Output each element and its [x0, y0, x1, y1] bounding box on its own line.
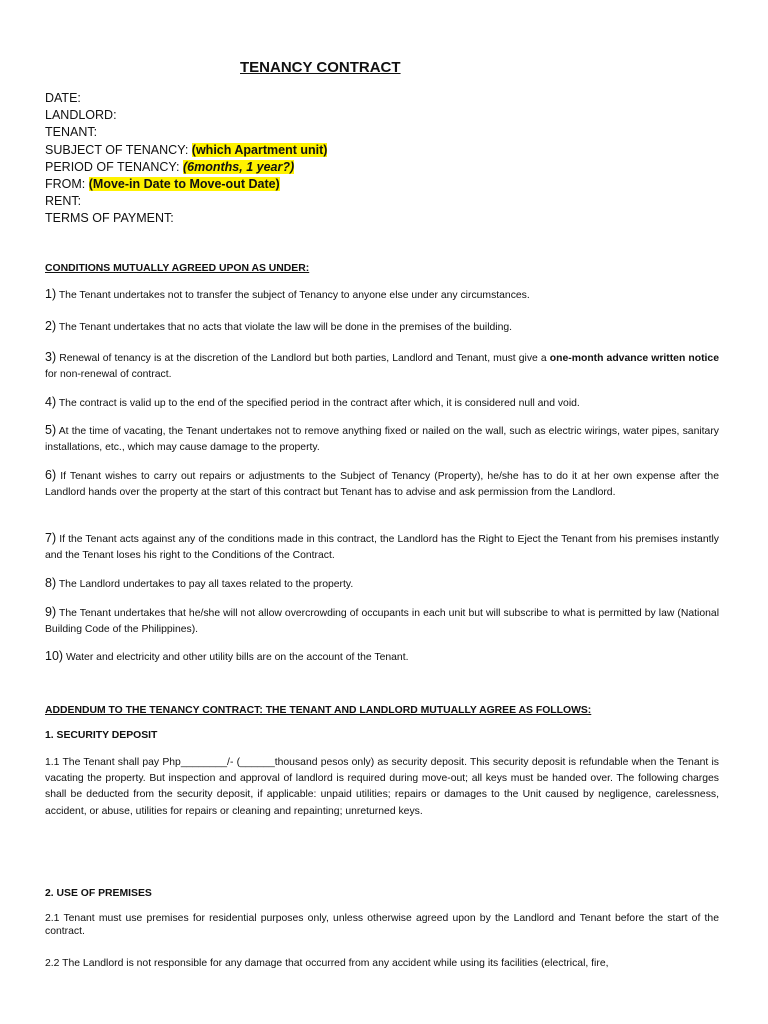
contract-header [45, 90, 327, 228]
terms-field: TERMS OF PAYMENT: [45, 211, 174, 226]
condition-item-3: 3) Renewal of tenancy is at the discretion of the Landlord but both parties, Landlord and Tenant, must give a one-month advance written notice for non-renewal of contract. [45, 350, 719, 381]
use-of-premises-2-2: 2.2 The Landlord is not responsible for any damage that occurred from any accident while using its facilities (electrical, fire, [45, 958, 609, 969]
from-value: (Move-in Date to Move-out Date) [88, 177, 280, 192]
landlord-field: LANDLORD: [45, 108, 117, 123]
condition-item-1: 1) The Tenant undertakes not to transfer the subject of Tenancy to anyone else under any circumstances. [45, 287, 530, 301]
subject-field [45, 142, 327, 159]
period-field [45, 159, 327, 176]
conditions-heading: CONDITIONS MUTUALLY AGREED UPON AS UNDER: [45, 263, 310, 274]
addendum-heading: ADDENDUM TO THE TENANCY CONTRACT: THE TENANT AND LANDLORD MUTUALLY AGREE AS FOLLOWS: [45, 705, 592, 716]
period-value: (6months, 1 year?) [183, 159, 295, 174]
condition-item-5: 5) At the time of vacating, the Tenant undertakes not to remove anything fixed or nailed on the wall, such as electric wirings, water pipes, sanitary installations, etc., which may cause damage to the property. [45, 423, 719, 454]
date-field: DATE: [45, 91, 81, 105]
condition-item-8: 8) The Landlord undertakes to pay all taxes related to the property. [45, 576, 354, 590]
from-field [45, 176, 327, 193]
security-deposit-title: 1. SECURITY DEPOSIT [45, 730, 158, 741]
tenant-field: TENANT: [45, 125, 98, 140]
from-label: FROM: [45, 177, 89, 192]
condition-item-7: 7) If the Tenant acts against any of the conditions made in this contract, the Landlord has the Right to Eject the Tenant from his premises instantly and the Tenant loses his right to the Conditions of the Contract. [45, 531, 719, 562]
rent-field: RENT: [45, 194, 82, 209]
security-deposit-text: 1.1 The Tenant shall pay Php________/- (______thousand pesos only) as security deposit. This security deposit is refundable when the Tenant is vacating the property. But inspection and approval of landlord is required during move-out; all keys must be handed over. The following charges shall be deducted from the security deposit, if applicable: unpaid utilities; repairs or damages to the Unit caused by negligence, carelessness, accident, or abuse, utilities for repairs or cleaning and repainting; unreturned keys. [45, 757, 719, 817]
subject-value: (which Apartment unit) [191, 142, 328, 157]
subject-label: SUBJECT OF TENANCY: [45, 142, 192, 157]
use-of-premises-2-1: 2.1 Tenant must use premises for residential purposes only, unless otherwise agreed upon by the Landlord and Tenant before the start of the contract. [45, 913, 719, 937]
condition-item-10: 10) Water and electricity and other utility bills are on the account of the Tenant. [45, 649, 409, 663]
condition-item-4: 4) The contract is valid up to the end of the specified period in the contract after which, it is considered null and void. [45, 395, 580, 409]
condition-item-2: 2) The Tenant undertakes that no acts that violate the law will be done in the premises of the building. [45, 319, 513, 333]
use-of-premises-title: 2. USE OF PREMISES [45, 888, 152, 899]
condition-item-6: 6) If Tenant wishes to carry out repairs or adjustments to the Subject of Tenancy (Property), he/she has to do it at her own expense after the Landlord hands over the property at the start of this contract but Tenant has to advise and ask permission from the Landlord. [45, 468, 719, 499]
period-label: PERIOD OF TENANCY: [45, 159, 183, 174]
document-title: TENANCY CONTRACT [240, 59, 401, 76]
condition-item-9: 9) The Tenant undertakes that he/she will not allow overcrowding of occupants in each unit but will subscribe to what is permitted by law (National Building Code of the Philippines). [45, 605, 719, 636]
